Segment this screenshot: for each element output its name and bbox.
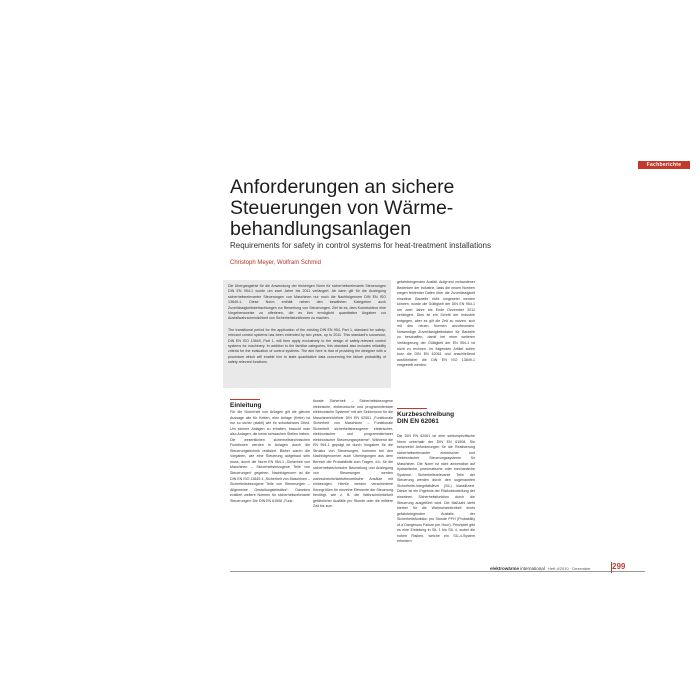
article-authors: Christoph Meyer, Wolfram Schmid (230, 260, 321, 266)
page-number: 299 (612, 562, 626, 571)
column-middle (313, 399, 393, 565)
footer-issue: Heft 4/2010 · Dezember (548, 566, 591, 571)
section-tag: Fachberichte (638, 161, 690, 169)
title-line: Steuerungen von Wärme- (230, 197, 454, 219)
heading-line: DIN EN 62061 (397, 418, 439, 425)
heading-rule (230, 399, 260, 400)
column-right-top (397, 280, 475, 406)
footer-rule (230, 571, 645, 572)
abstract-box (223, 280, 391, 388)
section-heading-einleitung: Einleitung (230, 402, 262, 409)
body-text: gefahrbringenden Ausfall. Aufgrund vorhandener Bedenken der Industrie, dass die neuen Normen wegen fehlender Daten über die Zuverlässigkeit einzelner Bauteile nicht umgesetzt werden können, wurde die Gültigkeit der DIN EN 954-1 um zwei Jahre bis Ende Dezember 2011 verlängert. Dies ist ein Schritt der Industrie entgegen, aber es gilt die Zeit zu nutzen, sich mit den neuen Normen anzufreunden. Notwendige Zuverlässigkeitsdaten für Bauteile zu beschaffen, damit bei einer weiteren Verlängerung der Gültigkeit der EN 954-1 ist nicht zu rechnen. Im folgenden Artikel sollen kurz die DIN EN 62061 und anschließend ausführlicher die DIN EN ISO 13849-1 eingestellt werden. (397, 280, 475, 368)
article-title (230, 177, 560, 240)
column-left (230, 410, 310, 565)
abstract-german: Die Übergangsfrist für die Anwendung der bisherigen Norm für sicherheitsrelevante Steuerungen DIN EN 954-1 wurde um zwei Jahre bis 2011 verlängert. Ab dann gilt für die Auslegung sicherheitsrelevanter Steuerungen von Maschinen nur noch die Nachfolgenorm DIN EN ISO 13849-1. Diese Norm enthält neben den bewährten Kategorien auch Zuverlässigkeitsbetrachtungen zur Bewertung von Steuerungen. Ziel ist es, dem Konstrukteur eine Vorgehensweise zu offerieren, die es ihm ermöglicht quantitative Angaben zur Ausfallwahrscheinlichkeit von Sicherheitsfunktionen zu machen. (228, 284, 386, 321)
footer-journal (490, 566, 545, 571)
article-subtitle: Requirements for safety in control systems for heat-treatment installations (230, 241, 491, 250)
title-line: Anforderungen an sichere (230, 176, 455, 198)
journal-name: elektrowärme (490, 566, 520, 571)
heading-rule (397, 408, 427, 409)
abstract-english: The transitional period for the application of the existing DIN EN 954, Part 1, standard for safety-relevant control systems has been extended by two years, up to 2011. This standard's successor, DIN EN ISO 13849, Part 1, will then apply exclusively to the design of safety-relevant control systems for machinery. In addition to the familiar categories, this standard also includes reliability criteria for the evaluation of control systems. The aim here is that of providing the designer with a procedure which will enable him to state quantitative data concerning the failure probability of safety-relevant functions. (228, 327, 386, 365)
body-text: tionale Sicherheit – Sicherheitsbezogene elektrische, elektronische und programmierbare elektronische Systeme“ mit der Sektornorm für die Maschinenrichtlinie DIN EN 62061 „Funktionale Sicherheit von Maschinen – Funktionale Sicherheit sicherheitsbezogener elektrischer, elektronischer und programmierbarer elektronischer Steuerungssysteme“. Während die EN 954-1 geprägt ist durch Vorgaben für die Struktur von Steuerungen, kommen bei den Nachfolgenormen auch Überlegungen aus dem Bereich der Probabilistik zum Tragen, d.h. für die sicherheitstechnische Beurteilung und Auslegung von Steuerungen werden wahrscheinlichkeitstheoretische Ansätze mit einbezogen. Hierfür werden verschiedene Kenngrößen für einzelne Elemente der Steuerung benötigt, wie z. B. die Wahrscheinlichkeit gefährlicher Ausfälle pro Stunde oder die mittlere Zeit bis zum (313, 399, 393, 509)
title-line: behandlungsanlagen (230, 218, 412, 240)
column-right-bottom (397, 434, 475, 564)
body-text: Die DIN EN 62061 ist eine sektorspezifische Norm unterhalb der DIN EN 61508. Sie beschreibt Anforderungen für die Realisierung sicherheitsrelevanter elektrischer und elektronischer Steuerungssysteme für Maschinen. Die Norm ist nicht anwendbar auf hydraulische, pneumatische oder mechanische Systeme. Sicherheitsrelevante Teile der Steuerung werden durch den sogenannten Sicherheits-Integritätslevel (SIL) klassifiziert. Dieser ist ein Ergebnis der Risikobeurteilung der einzelnen Sicherheitsfunktion durch die Steuerung ausgeführt wird. Die Maßzahl steht hierbei für die Wahrscheinlichkeit eines gefahrbringenden Ausfalls der Sicherheitsfunktion pro Stunde PFH (Probability of a Dangerous Failure per Hour). Prinzipiell gibt es eine Einteilung in SIL 1 bis SIL 4, wobei die hohen Risiken, welche ein SIL-4-System erfordern (397, 434, 475, 544)
journal-name-suffix: international (520, 566, 545, 571)
body-text: Für die Sicherheit von Anlagen gilt die gleiche Aussage wie für Ketten, eine Anlage (Kette) ist nur so sicher (stabil) wie ihr schwächstes Glied. Um sichere Anlagen zu erhalten, braucht man also Anlagen, die keine schwachen Stellen haben. Die wesentlichen sicherheitstechnischen Funktionen werden in Anlagen durch die Steuerungstechnik realisiert. Bisher waren die Vorgaben, wie eine Steuerung aufgebaut sein muss, durch die Norm EN 954-1 „Sicherheit von Maschinen – Sicherheitsbezogene Teile von Steuerungen“ gegeben. Nachfolgenorm ist die DIN EN ISO 13849-1 „Sicherheit von Maschinen – Sicherheitsbezogene Teile von Steuerungen – Allgemeine Gestaltungsleitsätze“. Daneben existiert weitere Normen für sicherheitsrelevante Steuerungen: Die DIN EN 61508 „Funk- (230, 410, 310, 503)
heading-line: Kurzbeschreibung (397, 411, 455, 418)
section-heading-kurzbeschreibung (397, 411, 454, 425)
